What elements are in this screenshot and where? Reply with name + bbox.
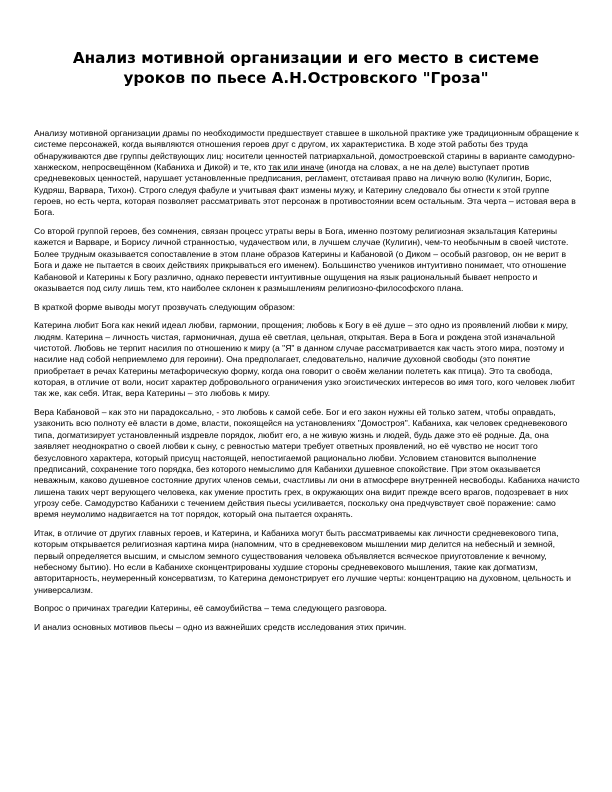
paragraph-4: Катерина любит Бога как некий идеал любви, гармонии, прощения; любовь к Богу в её душе – это одно из проявлений любви к миру, людям. Катерина – личность чистая, гармоничная, душа её светлая, цельная, открытая. Вера в Бога и рождена этой изначальной чистотой. Любовь не терпит насилия по отношению к миру (а "Я" в данном случае рассматривается как часть этого мира, поэтому и насилие над собой неприемлемо для героини). Она предполагает, следовательно, наличие духовной свободы (это понятие приобретает в речах Катерины метафорическую форму, когда она говорит о своём желании полететь как птица). Это та свобода, которая, в отличие от воли, носит характер добровольного ограничения узко эгоистических интересов во имя того, кого человек любит так же, как себя. Итак, вера Катерины – это любовь к миру.	[34, 320, 576, 399]
paragraph-2: Со второй группой героев, без сомнения, связан процесс утраты веры в Бога, именно поэтому религиозная экзальтация Катерины кажется и Варваре, и Борису личной странностью, чудачеством или, в лучшем случае (Кулигин), чем-то необычным в своей чистоте. Более трудным оказывается сопоставление в этом плане образов Катерины и Кабановой (о Диком – особый разговор, он не верит в Бога и даже не пытается в своих действиях прикрываться его именем). Большинство учеников интуитивно понимает, что отношение Кабановой и Катерины к Богу различно, однако перевести интуитивные ощущения на язык рациональный бывает непросто и оказывается под силу лишь тем, кто наиболее склонен к размышлениям религиозно-философского плана.	[34, 226, 569, 293]
paragraph-1-text-start: Анализу мотивной организации драмы по необходимости предшествует ставшее в школьной практике уже традиционным обращение к системе персонажей, когда выявляются отношения героев друг с другом, их характеристика. В ходе этой работы без труда обнаруживаются две группы действующих лиц: носители ценностей патриархальной, домостроевской старины в варианте самодурно-ханжеском, непросвещённом (Кабаниха и Дикой) и те, кто	[34, 128, 579, 173]
paragraph-1	[34, 128, 580, 219]
document-title: Анализ мотивной организации и его место в системе уроков по пьесе А.Н.Островского "Гроза"	[72, 49, 540, 87]
paragraph-5: Вера Кабановой – как это ни парадоксально, - это любовь к самой себе. Бог и его закон нужны ей только затем, чтобы оправдать, узаконить всю полноту её власти в доме, власти, покоящейся на установлениях "Домостроя". Кабаниха, как человек средневекового типа, догматизирует установленный издревле порядок, любит его, а не живую жизнь и людей, будь даже это её родные. Да, она заявляет неоднократно о своей любви к сыну, с ревностью матери требует ответных проявлений, но её чувство не носит того безусловного характера, который присущ настоящей, непостигаемой рационально любви. Условием становится выполнение предписаний, сохранение того порядка, без которого немыслимо для Кабанихи душевное спокойствие. При этом оказывается неважным, каково душевное состояние других членов семьи, счастливы ли они в атмосфере внутренней несвободы. Кабаниха начисто лишена таких черт верующего человека, как умение простить грех, в окружающих она видит прежде всего врагов, подозревает в них угрозу себе. Самодурство Кабанихи с течением действия пьесы усиливается, поскольку она предчувствует своё поражение: само время неумолимо надвигается на тот порядок, который она пытается охранять.	[34, 407, 580, 520]
underlined-phrase: так или иначе	[268, 162, 324, 173]
paragraph-7: Вопрос о причинах трагедии Катерины, её самоубийства – тема следующего разговора.	[34, 603, 387, 614]
paragraph-6: Итак, в отличие от других главных героев, и Катерина, и Кабаниха могут быть рассматриваемы как личности средневекового типа, которым открывается религиозная картина мира (напомним, что в средневековом мышлении мир делится на небесный и земной, первый определяется высшим, и смыслом земного существования человека объявляется всяческое приуготовление к вечному, небесному бытию). Но если в Кабанихе сконцентрированы худшие стороны средневекового мышления, такие как догматизм, авторитарность, неумеренный консерватизм, то Катерина демонстрирует его лучшие черты: концентрацию на духовном, цельность и универсализм.	[34, 527, 571, 595]
paragraph-3: В краткой форме выводы могут прозвучать следующим образом:	[34, 301, 296, 312]
paragraph-1-text-end: (иногда на словах, а не на деле) выступает против средневековых ценностей, нарушает установленные предписания, регламент, отстаивая право на личную волю (Кулигин, Борис, Кудряш, Варвара, Тихон). Строго следуя фабуле и учитывая факт измены мужу, и Катерину следовало бы отнести к этой группе героев, но есть черта, которая позволяет рассматривать этот персонаж в противостоянии всем остальным. Эта черта – истовая вера в Бога.	[34, 162, 576, 218]
document-body	[34, 128, 580, 641]
paragraph-8: И анализ основных мотивов пьесы – одно из важнейших средств исследования этих причин.	[34, 622, 407, 633]
